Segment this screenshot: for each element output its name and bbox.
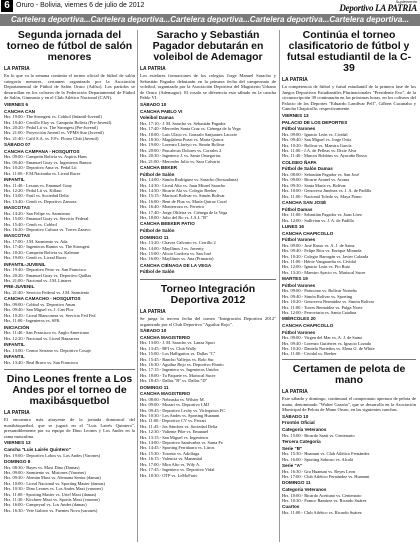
- fixture-item: Hrs. 10:00.- Ricardo Aceituno vs. Centenario: [282, 492, 362, 498]
- fixture-heading: INFANTIL: [4, 354, 25, 360]
- fixture-item: Hrs. 11:40.- Lexaus vs. Emanuel Goay: [4, 182, 73, 188]
- fixture-item: Hrs. 15:30.- Huanuni vs. Club Atlético Fernández: [282, 451, 370, 457]
- fixture-heading: INFANTIL-JUVENIL: [4, 261, 46, 267]
- fixture-item: Hrs. 09:00.- Ignacio León vs. Cividal: [282, 131, 348, 137]
- fixture-item: Hrs. 09:00.- Patrocino vs. Bolívar Norteño: [282, 288, 357, 294]
- fixture-item: Hrs. 19:40.- Deportivo Petro vs. San Francisco: [4, 267, 87, 273]
- fixture-heading: Fútbol de Salón: [140, 269, 175, 275]
- fixture-item: Hrs. 16:00.- Beni de Flux vs. María Quiroz Coral: [140, 198, 227, 204]
- fixture-heading: SÁBADO 10: [140, 328, 167, 334]
- article-lead: Los estelares formaciones de los colegios Jorge Manuel Saracho y Sebastián Pagador debutarán en la primera fecha del campeonato de voleibol, organizado por la Asociación Deportiva del Magisterio Urbano de Oruro (Ademagor). El rosalo se diferencia esta sábado en la cancha Pablo VI.: [140, 73, 276, 101]
- fixture-item: Hrs. 13:00.- Centro Serrano vs. Deportivo Cosaje: [4, 347, 91, 353]
- fixture-item: Hrs. 18:00.- Julio del Ro vs. J.A.L "B": [140, 215, 208, 221]
- fixture-heading: CANCHA CHAPICOLLO: [282, 323, 334, 329]
- fixture-item: Hrs. 21:40.- Servicio Federal vs. J.M. Sarmiento: [4, 290, 90, 296]
- fixture-item: Hrs. 16:00.- Campeyral vs. Los Andes (damas): [4, 502, 87, 508]
- fixture-heading: MASCOTAS: [4, 233, 30, 239]
- fixture-heading: CANCHA CHAPICOLLO: [282, 230, 334, 236]
- supplement-logo-title: Deportivo LA PATRIA: [339, 3, 417, 13]
- fixture-item: Hrs. 16:20.- Deportivo Cultura vs. Torres Zazavo: [4, 227, 91, 233]
- fixture-heading: Frontón Oficial: [282, 420, 315, 426]
- fixture-item: Hrs. 11:00.- J.A. de Pelleas vs. Dixie Alva: [282, 147, 357, 153]
- fixture-heading: DOMINGO 11: [282, 480, 311, 486]
- fixture-item: Hrs. 09:00.- José Rasso vs. A. J. de Sainz: [282, 242, 355, 248]
- fixture-item: Hrs. 08:00.- Nebraska vs. Wilster M.: [140, 396, 205, 402]
- fixture-heading: SÁBADO 07: [4, 142, 31, 148]
- fixture-item: Hrs. 09:40.- Emanuel Goay vs. Ingenieros Ramos: [4, 159, 92, 165]
- fixture-item: Hrs. 11:00.- Sporting Master vs. Uriel Maxi (damas): [4, 491, 97, 497]
- fixture-heading: VIERNES 13: [282, 112, 309, 118]
- fixture-item: Hrs. 16:00.- Mayllinos vs. Ana (Primaria): [140, 256, 214, 262]
- fixture-item: Hrs. 13:45.- BFI vs. Club Wally: [140, 345, 197, 351]
- fixture-item: Hrs. 11:00.- Héroe Vanguardia vs. Cividal: [282, 259, 356, 264]
- fixture-item: Hrs. 17:00.- Mira Alto vs. Wily A.: [140, 461, 201, 467]
- article-divider: [282, 359, 416, 360]
- fixture-item: Hrs. 09:30.- Santa María vs. Bolívar: [282, 182, 346, 188]
- article-source: LA PATRIA: [282, 389, 308, 395]
- fixture-item: Hrs. 11:30.- Kirchner Maxi vs. Sportis Maxi (varones): [4, 497, 100, 502]
- fixture-item: Hrs. 15:00.- Alicia Cordova vs. San José: [140, 251, 212, 257]
- fixture-item: Hrs. 09:30.- Alemán Maxi vs. Alemana Senior (damas): [4, 475, 101, 481]
- fixture-item: Hrs. 10:20.- Liceal Blanconera vs. Servicio Fed Fed: [4, 312, 96, 318]
- fixture-heading: Categoría Veteranos: [282, 486, 327, 492]
- fixture-heading: INFANTIL: [4, 342, 25, 348]
- dateline: Oruro - Bolivia, viernes 6 de julio de 2012: [16, 2, 145, 9]
- fixture-item: Hrs. 12:30.- Valiente Pibe vs. Emanuel: [140, 429, 209, 435]
- fixture-item: Hrs. 18:30.- OTP vs. LeMoFrais: [140, 472, 198, 478]
- fixture-item: Hrs. 11:00.- F.M.Nacinaba vs. Liceal Racer: [4, 170, 81, 176]
- fixture-item: Hrs. 09:00.- Mozart vs. Deportivo LMJ: [140, 402, 210, 408]
- article-title: Continúa el torneo clasificatorio de fútbol y futsal estudiantil de la C-39: [286, 30, 412, 74]
- fixture-heading: CANCHA BEKER: [140, 165, 178, 170]
- fixture-item: Hrs. 17:40.- Jorge Olifeira vs. Ciénega de la Vega: [140, 209, 228, 215]
- fixture-item: Hrs. 18:45.- Dallas "B" vs. Dallas "D": [140, 378, 208, 384]
- article-lead: En lo que va la semana continúa el torneo oficial de fútbol de salón categoría menores, certamen organizado por la Asociación Departamental de Fútbol de Salón Oruro (Adfso). Los partidos se desarrollan en los coliseos de la Federación Departamental de Fútbol de Salón, Gimnasio y en el Club Atlético Nacional (CAN).: [4, 73, 135, 101]
- article-title: Dino Leones frente a Los Andes por el torneo de maxibásquetbol: [6, 374, 133, 407]
- fixture-item: Hrs. 14:00.- Simón Rodríguez vs. Saracho (Secundaria): [140, 177, 238, 183]
- fixture-heading: Fútbol de Salón: [140, 228, 175, 234]
- fixture-item: Hrs. 15:00.- Ricardo Santi vs. Centenario: [282, 432, 355, 438]
- fixture-heading: Fútbol Varones: [282, 237, 316, 243]
- fixture-item: Hrs. 16:00.- Sporting Sabroso vs. Alcalá: [282, 456, 353, 462]
- fixture-list: [282, 414, 416, 516]
- fixture-item: Hrs. 08:00.- Sebastián Pagador vs. San José: [282, 171, 359, 177]
- article-lead: Se juega la tercera fecha del torneo "Integración Deportiva 2012" organizado por el Club Deportivo "Aguiluz Rojo".: [140, 316, 276, 327]
- fixture-item: Hrs. 09:40.- Lorenzo Gutiérrez vs. Ignacio Lozada: [282, 340, 371, 346]
- fixture-heading: VIERNES 6: [4, 101, 28, 107]
- fixture-heading: Fútbol de Salón: [140, 171, 175, 177]
- fixture-heading: Fútbol Damas: [282, 206, 313, 212]
- fixture-item: Hrs. 09:00.- Cobbol vs. Deportivo Amas: [4, 302, 76, 308]
- fixture-heading: CANCHA CAN: [4, 108, 35, 114]
- fixture-heading: SÁBADO 10: [140, 101, 167, 107]
- fixture-item: Hrs. 14:00.- Deportivo Santivañez vs. Santa Fe: [140, 440, 223, 446]
- fixture-item: Hrs. 20:20.- Pedal Lit vs. The Strongest (Pre-Juvenil): [4, 124, 98, 130]
- fixture-item: Hrs. 16:30.- Aguiluz Rojo vs. Deportivo Ebarío: [140, 362, 224, 367]
- fixture-item: Hrs. 15:15.- Mariscal Bolívar vs. Simón Bolívar: [140, 193, 225, 199]
- fixture-item: Hrs. 09:00.- Campeón Bolivia vs. Aspiris Hans: [4, 154, 87, 160]
- fixture-item: Hrs. 17:40.- Mercedes Santa Cruz vs. Ciénega de la Vega: [140, 126, 241, 132]
- fixture-item: Hrs. 20:20.- Emanuel Goay vs. Deportivo Quillas: [4, 272, 92, 278]
- fixture-item: Hrs. 10:00.- Liceal Nacional vs. Sporting Master (damas): [4, 480, 105, 486]
- fixture-item: Hrs. 14:45.- Sporting Ferrabarra vs. Litros: [140, 445, 215, 451]
- fixture-item: Hrs. 10:30.- Los Andes vs. Sporting Huanuni: [140, 413, 220, 419]
- fixture-heading: CANCHA PABLO VI: [140, 108, 183, 114]
- fixture-item: Hrs. 11:40.- Marcos Robbins vs. Ayacaño Rosso: [282, 153, 367, 159]
- fixture-item: Hrs. 19:00.- The Strongest vs. Cobbol (Infantil-Juvenil): [4, 114, 102, 120]
- fixture-item: Hrs. 19:00.- Deportivo Lobos vs. Los Andes (Varones): [4, 452, 101, 458]
- fixture-item: Hrs. 10:30.- Franco Ramírez vs. Ricardo Suárez: [282, 497, 367, 503]
- fixture-item: Hrs. 19:40.- Cerrillo Eloy vs. Campeón Bolivia (Pre-Juvenil): [4, 119, 112, 125]
- fixture-heading: Fútbol Varones: [282, 282, 316, 288]
- fixture-list: [4, 440, 135, 513]
- article-title: Saracho y Sebastián Pagador debutarán en voleibol de Ademagor: [152, 30, 264, 63]
- fixture-item: Hrs. 15:30.- Toronto vs. Adolfaga: [140, 450, 200, 456]
- fixture-heading: Fútbol Varones: [282, 329, 316, 335]
- fixture-heading: Voleibol Damas: [140, 115, 174, 121]
- fixture-item: Hrs. 10:20.- Genoveva Bermúdez vs. Simón Bolívar: [282, 299, 375, 305]
- section-banner: Cartelera deportiva...Cartelera deportiva...Cartelera deportiva...Cartelera deportiva...Cartelera deportiva...: [0, 14, 420, 26]
- fixture-heading: INICIACIÓN: [4, 324, 30, 330]
- fixture-heading: Fútbol Varones: [282, 126, 316, 132]
- fixture-item: Hrs. 14:00.- Mayllinos J vs. Juventy: [140, 245, 204, 251]
- fixture-heading: MARTES 19: [282, 276, 308, 282]
- fixture-item: Hrs. 17:40.- Ingenieros Ramos vs. The Strongest: [4, 244, 90, 250]
- fixture-list: [140, 328, 276, 478]
- article-title: Segunda jornada del torneo de fútbol de salón menores: [6, 30, 133, 63]
- fixture-item: Hrs. 09:40.- Felipe Ríos vs. Enrique Miranda: [282, 248, 362, 254]
- fixture-item: Hrs. 11:40.- San Francisco vs. Anglo Americano: [4, 330, 90, 336]
- fixture-item: Hrs. 13:40.- Real Bravo vs. San Francisco: [4, 359, 79, 365]
- fixture-item: Hrs. 11:00.- Sebastián Pagador vs. Juan Lírez: [282, 212, 362, 218]
- article-title: Torneo Integración Deportiva 2012: [160, 284, 256, 306]
- fixture-heading: CANCHA CAMPANA - HOSQUITOS: [4, 148, 80, 154]
- fixture-heading: DOMINGO 11: [140, 234, 169, 240]
- fixture-heading: Categoría Veteranos: [282, 426, 327, 432]
- fixture-item: Hrs. 20:00.- Pascalecas Dolores vs. Corrales 2: [140, 147, 222, 153]
- article-source: LA PATRIA: [282, 77, 308, 83]
- fixture-item: Hrs. 21:00.- Mercedes Julio vs. Sara Calvario: [140, 158, 221, 164]
- article-source: LA PATRIA: [4, 410, 30, 416]
- fixture-heading: VIERNES 13: [4, 440, 31, 446]
- fixture-heading: PALACIO DE LOS DEPORTES: [282, 119, 348, 125]
- article-lead: Este sábado y domingo, continuará el campeonato apertura de pelota de mano, denominado "Walter Garzón", que se desarrolla en la Asociación Municipal de Pelota de Mano Oruro, en las siguientes canchas.: [282, 396, 416, 413]
- fixture-item: Hrs. 12:00.- Sullivian vs. J. A. de Padilla: [282, 217, 354, 223]
- fixture-item: Hrs. 14:30.- Liceal Alto vs. Juan Misael Saracho: [140, 182, 226, 188]
- fixture-item: Hrs. 10:30.- Dino Leones vs. Los Andes Maxi (varones): [4, 486, 103, 492]
- fixture-item: Hrs. 21:00.- Nacional vs. J.M. Linares: [4, 278, 72, 284]
- fixture-item: Hrs. 16:30.- Vete Galiero vs. Fuentes Nova (varones): [4, 507, 98, 513]
- fixture-item: Hrs. 15:45.- Rancho Vallejos vs. Rolo Sur: [140, 356, 214, 362]
- article-futbol-estudiantil: [282, 30, 416, 355]
- fixture-item: Hrs. 13:00.- Fasil vs. Sociedad Delta: [4, 193, 69, 199]
- page-header: [0, 0, 420, 13]
- article-voleibol-ademagor: [140, 30, 276, 275]
- fixture-item: Hrs. 13:15.- San Miguel vs. Ingenieros: [140, 434, 209, 440]
- fixture-item: Hrs. 15:00.- Los Halliguitos vs. Dallas "C": [140, 351, 216, 357]
- article-futsal-menores: [4, 30, 135, 366]
- fixture-item: Hrs. 14:20.- San Felipe vs. Sarmiento: [4, 210, 71, 216]
- fixture-item: Hrs. 10:00.- Genoveva Jiménez vs. J. A. de Padilla: [282, 188, 372, 194]
- fixture-heading: MIÉRCOLES 20: [282, 316, 316, 322]
- article-maxibasquetbol: [4, 374, 135, 542]
- fixture-heading: CANCHA MAGISTERIO: [140, 391, 191, 397]
- fixture-item: Hrs. 12:00.- Ferroviaria vs. Santa Catalina: [282, 310, 357, 316]
- fixture-heading: Fútbol de Salón Damas: [282, 166, 333, 172]
- fixture-item: Hrs. 17:00.- Club Atlético Fernández vs. Huanuni: [282, 473, 370, 479]
- fixture-item: Hrs. 12:20.- Nacional vs. Liceal Bauzarera: [4, 335, 80, 341]
- fixture-item: Hrs. 09:00.- Sarmiento vs. Misiones (Varones): [4, 469, 86, 475]
- column-rule: [279, 30, 280, 542]
- article-pelota-de-mano: [282, 364, 416, 542]
- fixture-heading: CANCHA CIÉNAGA DE LA VEGA: [140, 262, 212, 268]
- page-number: 6: [1, 0, 13, 12]
- article-source: LA PATRIA: [140, 66, 166, 72]
- fixture-item: Hrs. 11:45.- Jos Sánchez vs. Sociedad Delta: [140, 423, 218, 429]
- fixture-heading: CANCHA BEEKER PATIO: [140, 221, 195, 227]
- fixture-heading: PRE-JUVENIL: [4, 284, 35, 290]
- fixture-heading: MASCOTAS: [4, 205, 30, 211]
- fixture-item: Hrs. 12:00.- Ignacio León vs. Pio Ruiz: [282, 264, 350, 270]
- column-rule: [137, 30, 138, 542]
- fixture-list: [140, 102, 276, 275]
- fixture-item: Hrs. 09:40.- Simón Bolívar vs. Sporting: [282, 293, 353, 299]
- fixture-item: Hrs. 12:20.- Pedal Lit vs. Killaui: [4, 188, 62, 193]
- article-title: Certamen de pelota de mano: [292, 364, 406, 386]
- fixture-heading: DOMINGO 11: [140, 384, 169, 390]
- fixture-item: Hrs. 13:40.- Cendi vs. Deportivo Zamora: [4, 198, 77, 204]
- fixture-list: [282, 113, 416, 355]
- fixture-item: Hrs. 10:20.- Bolívar vs. Maestra García: [282, 142, 352, 148]
- fixture-item: Hrs. 11:00.- Ingenieros vs. SFK: [4, 318, 60, 324]
- fixture-item: Hrs. 21:00.- Proyección Juvenil vs. VPMS Star (Juvenil): [4, 130, 104, 136]
- fixture-item: Hrs. 18:30.- Magdalena Pozzi vs. María Quiroz: [140, 136, 224, 142]
- fixture-item: Hrs. 13:20.- Maestro Ayacio vs. Mariscal Sucre: [282, 269, 366, 275]
- fixture-item: Hrs. 11:00.- Cividal vs. Beeker: [282, 351, 337, 355]
- fixture-item: Hrs. 11:00.- Nacional Toledo vs. Maya Pomo: [282, 193, 362, 199]
- article-source: LA PATRIA: [140, 309, 166, 315]
- fixture-item: Hrs. 17:10.- J. M. Saracho vs. Sebastián Pagador: [140, 120, 226, 126]
- fixture-item: Hrs. 16:40.- Monterroza vs. Ferreira: [140, 204, 204, 210]
- fixture-item: Hrs. 11:00.- Club Atlético vs. Ricardo Suárez: [282, 509, 362, 515]
- fixture-item: Hrs. 09:40.- San Miguel vs. Jorge Ortiz: [282, 137, 352, 143]
- fixture-item: Hrs. 09:00.- Ricarte Avanel vs. Aroma: [282, 177, 350, 183]
- fixture-item: Hrs. 17:15.- Ingeniero vs. Ingenieros Unidos: [140, 367, 219, 373]
- fixture-item: Hrs. 19:00.- Lorenzo Llaviyo vs. Simón Bolívar: [140, 142, 225, 148]
- fixture-item: Hrs. 10:20.- Deportivo Ama vs. Pedal Lit: [4, 165, 77, 171]
- fixture-item: Hrs. 14:50.- Ricarte Ala vs. Colegio Beeker: [140, 188, 217, 193]
- fixture-item: Hrs. 16:30.- Gra Huanuni vs. Reyes Leon: [282, 468, 356, 474]
- fixture-item: Hrs. 10:20.- Daniela Norteños vs. Elena G. de White: [282, 346, 375, 352]
- fixture-item: Hrs. 18:00.- Luis Ulacu vs. Gonzalo Sanjuanes Lacorte: [140, 131, 238, 137]
- fixture-item: Hrs. 11:00.- Torres Bermúdez vs. Pulga Norte: [282, 304, 363, 310]
- fixture-item: Hrs. 09:00.- Virgen del Mar vs. A. J. de Sainz: [282, 335, 363, 341]
- article-lead: La competencia de fútbol y futsal estudiantil de la primera fase de los Juegos Deportivos Estudiantiles Plurinacionales "Presidente Evo", de la circunscripción 39 continuarán en las próximas horas, en los coliseos del Palacio de los Deportes "Eduardo Landívar Pell", Gilbert Cucanaho y Cancha Chapicollo, respectivamente.: [282, 84, 416, 112]
- fixture-item: Hrs. 15:00.- Emanuel Goay vs. Servicio Federal: [4, 216, 89, 222]
- fixture-item: Hrs. 09:45.- Deportivo Lechy vs. Virlequitos FC: [140, 407, 226, 413]
- article-source: LA PATRIA: [4, 66, 30, 72]
- fixture-heading: Cuartos: [282, 504, 300, 510]
- fixture-item: Hrs. 18:00.- Tu Paquete vs. Mariscal Sucre: [140, 372, 216, 378]
- fixture-heading: Tercera Categoría: [282, 438, 321, 444]
- fixture-heading: DOMINGO 8: [4, 458, 31, 464]
- fixture-heading: CANCHA MAGISTERIO: [140, 334, 191, 340]
- supplement-logo-sup: Suplemento: [395, 0, 417, 4]
- fixture-heading: Serie "B": [282, 445, 303, 451]
- fixture-item: Hrs. 18:20.- Campeón Bolivia vs. Kalenan: [4, 249, 79, 255]
- fixture-heading: SÁBADO 10: [282, 413, 309, 419]
- fixture-heading: LUNES 16: [282, 224, 304, 229]
- fixture-item: Hrs. 15:40.- Cendi vs. Cobbol: [4, 221, 57, 227]
- fixture-item: Hrs. 13:20.- Chavez Calvario vs. Cerrillo 2: [140, 240, 216, 246]
- fixture-heading: CANCHA SAN JOSÉ: [282, 200, 327, 205]
- fixture-item: Hrs. 13:00.- J. M. Saracho vs. Lanza Sport: [140, 340, 215, 346]
- article-divider: [4, 369, 135, 370]
- supplement-logo: [325, 0, 417, 13]
- fixture-item: Hrs. 10:20.- Colegio Barragán vs. Javier Calzada: [282, 253, 369, 259]
- fixture-heading: CANCHA CAMACHO - HOSQUITOS: [4, 296, 81, 302]
- fixture-heading: Serie "A": [282, 462, 303, 468]
- fixture-list: [4, 102, 135, 366]
- fixture-heading: Cancha "Luis Lairés Quintero": [4, 446, 71, 452]
- fixture-heading: COLISEO ÑAPA: [282, 159, 317, 165]
- article-lead: El encuentro más atrayente de la jornada dominical del maxibásquetbol, que se jugará en el "Luis Lairés Quintero", presumiblemente por su equipo de Dino Leones y Los Andes en la rama masculina.: [4, 417, 135, 439]
- article-integracion-deportiva: [140, 284, 276, 542]
- fixture-item: Hrs. 17:00.- J.M. Sarmiento vs. Ada: [4, 239, 68, 245]
- fixture-item: [4, 365, 135, 366]
- fixture-item: Hrs. 17:45.- Ingeniero vs. Deportivo Vidal: [140, 467, 215, 473]
- fixture-item: Hrs. 19:00.- Cendi vs. Liceal Racer: [4, 255, 67, 261]
- fixture-item: Hrs. 16:15.- Valencia vs. Manantial: [140, 456, 203, 462]
- fixture-item: Hrs. 08:30.- Bayes vs. Maxi Dino (Damas): [4, 464, 80, 470]
- fixture-heading: INFANTIL: [4, 177, 25, 182]
- article-divider: [140, 279, 276, 280]
- fixture-item: Hrs. 09:40.- San Miguel vs. J. Can Flor: [4, 307, 74, 313]
- fixture-item: Hrs. 21:40.- Cafil S.A. vs. F.Fc. Florez Club (Juvenil): [4, 135, 99, 141]
- fixture-item: Hrs. 11:00.- Deportivo CV vs. Ferrari: [140, 418, 207, 424]
- fixture-item: Hrs. 20:30.- Ingeniero J. vs. Santo Omegorias: [140, 153, 221, 159]
